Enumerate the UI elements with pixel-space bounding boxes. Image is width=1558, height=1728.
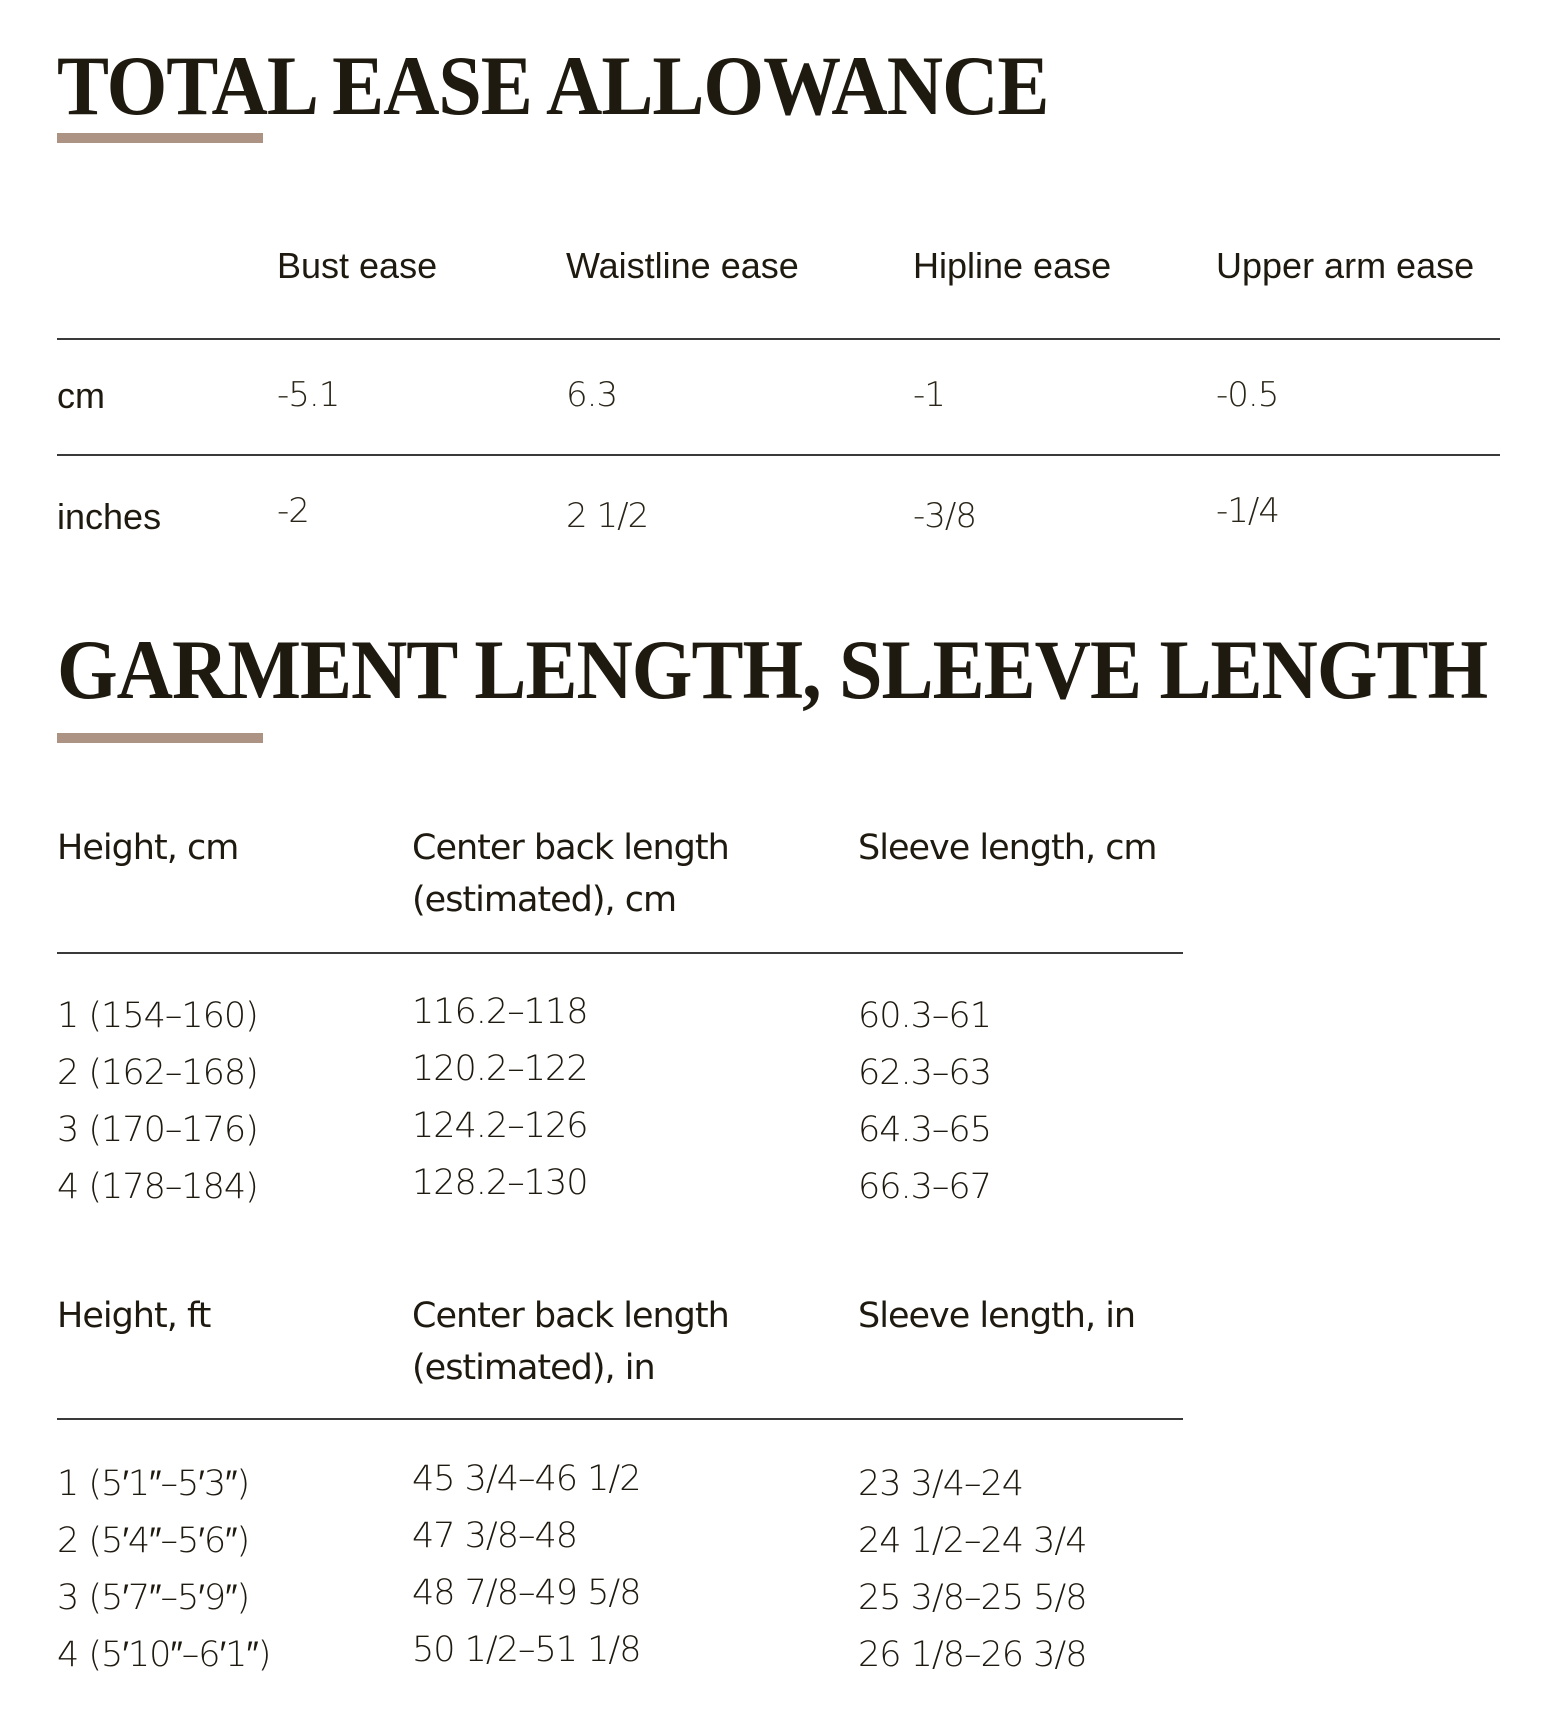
table-cell: 25 3/8–25 5/8 — [858, 1578, 1087, 1618]
table-cell: 128.2–130 — [412, 1163, 588, 1203]
table-cell: 116.2–118 — [412, 992, 588, 1032]
cell-bust-cm: -5.1 — [277, 375, 340, 415]
table-cell: 45 3/4–46 1/2 — [412, 1459, 641, 1499]
cell-bust-inches: -2 — [277, 491, 309, 531]
sleeve-length-cm-column — [858, 988, 991, 1216]
table-cell: 2 (162–168) — [57, 1053, 258, 1093]
length-title-accent-bar — [57, 733, 263, 743]
column-header-center-back-length-cm — [412, 822, 729, 926]
imperial-table-divider — [57, 1418, 1183, 1420]
table-cell: 124.2–126 — [412, 1106, 588, 1146]
table-cell: 1 (5′1″–5′3″) — [57, 1464, 250, 1504]
cell-waistline-inches: 2 1/2 — [566, 496, 649, 536]
header-line: Height, ft — [57, 1296, 211, 1336]
table-cell: 48 7/8–49 5/8 — [412, 1573, 641, 1613]
table-cell: 60.3–61 — [858, 996, 991, 1036]
column-header-waistline-ease: Waistline ease — [566, 245, 799, 286]
height-cm-column — [57, 988, 258, 1216]
header-line: Sleeve length, in — [858, 1296, 1136, 1336]
row-label-inches: inches — [57, 496, 162, 537]
table-cell: 3 (5′7″–5′9″) — [57, 1578, 250, 1618]
table-cell: 47 3/8–48 — [412, 1516, 578, 1556]
cell-waistline-cm: 6.3 — [566, 375, 618, 415]
table-cell: 23 3/4–24 — [858, 1464, 1024, 1504]
length-section-title: GARMENT LENGTH, SLEEVE LENGTH — [57, 622, 1488, 717]
ease-table-divider — [57, 454, 1500, 456]
table-cell: 2 (5′4″–5′6″) — [57, 1521, 250, 1561]
column-header-height-ft — [57, 1290, 210, 1342]
column-header-upper-arm-ease: Upper arm ease — [1216, 245, 1475, 286]
table-cell: 1 (154–160) — [57, 996, 258, 1036]
header-line: Center back length — [412, 1296, 729, 1336]
ease-title-accent-bar — [57, 133, 263, 143]
table-cell: 4 (5′10″–6′1″) — [57, 1635, 271, 1675]
header-line: (estimated), cm — [412, 880, 677, 920]
ease-table-divider — [57, 338, 1500, 340]
column-header-sleeve-length-in — [858, 1290, 1135, 1342]
cell-hipline-inches: -3/8 — [913, 496, 976, 536]
header-line: (estimated), in — [412, 1348, 655, 1388]
table-cell: 26 1/8–26 3/8 — [858, 1635, 1087, 1675]
center-back-length-in-column — [412, 1451, 640, 1679]
sleeve-length-in-column — [858, 1456, 1086, 1684]
height-ft-column — [57, 1456, 270, 1684]
table-cell: 3 (170–176) — [57, 1110, 258, 1150]
table-cell: 64.3–65 — [858, 1110, 991, 1150]
header-line: Center back length — [412, 828, 729, 868]
column-header-bust-ease: Bust ease — [277, 245, 438, 286]
column-header-center-back-length-in — [412, 1290, 729, 1394]
table-cell: 62.3–63 — [858, 1053, 991, 1093]
row-label-cm: cm — [57, 375, 105, 416]
table-cell: 120.2–122 — [412, 1049, 588, 1089]
metric-table-divider — [57, 952, 1183, 954]
header-line: Height, cm — [57, 828, 239, 868]
cell-upper-arm-cm: -0.5 — [1216, 375, 1279, 415]
table-cell: 50 1/2–51 1/8 — [412, 1630, 641, 1670]
column-header-hipline-ease: Hipline ease — [913, 245, 1112, 286]
table-cell: 24 1/2–24 3/4 — [858, 1521, 1087, 1561]
table-cell: 4 (178–184) — [57, 1167, 258, 1207]
column-header-height-cm — [57, 822, 238, 874]
cell-hipline-cm: -1 — [913, 375, 945, 415]
header-line: Sleeve length, cm — [858, 828, 1157, 868]
table-cell: 66.3–67 — [858, 1167, 991, 1207]
column-header-sleeve-length-cm — [858, 822, 1157, 874]
ease-section-title: TOTAL EASE ALLOWANCE — [57, 38, 1049, 133]
center-back-length-cm-column — [412, 984, 588, 1212]
cell-upper-arm-inches: -1/4 — [1216, 491, 1279, 531]
